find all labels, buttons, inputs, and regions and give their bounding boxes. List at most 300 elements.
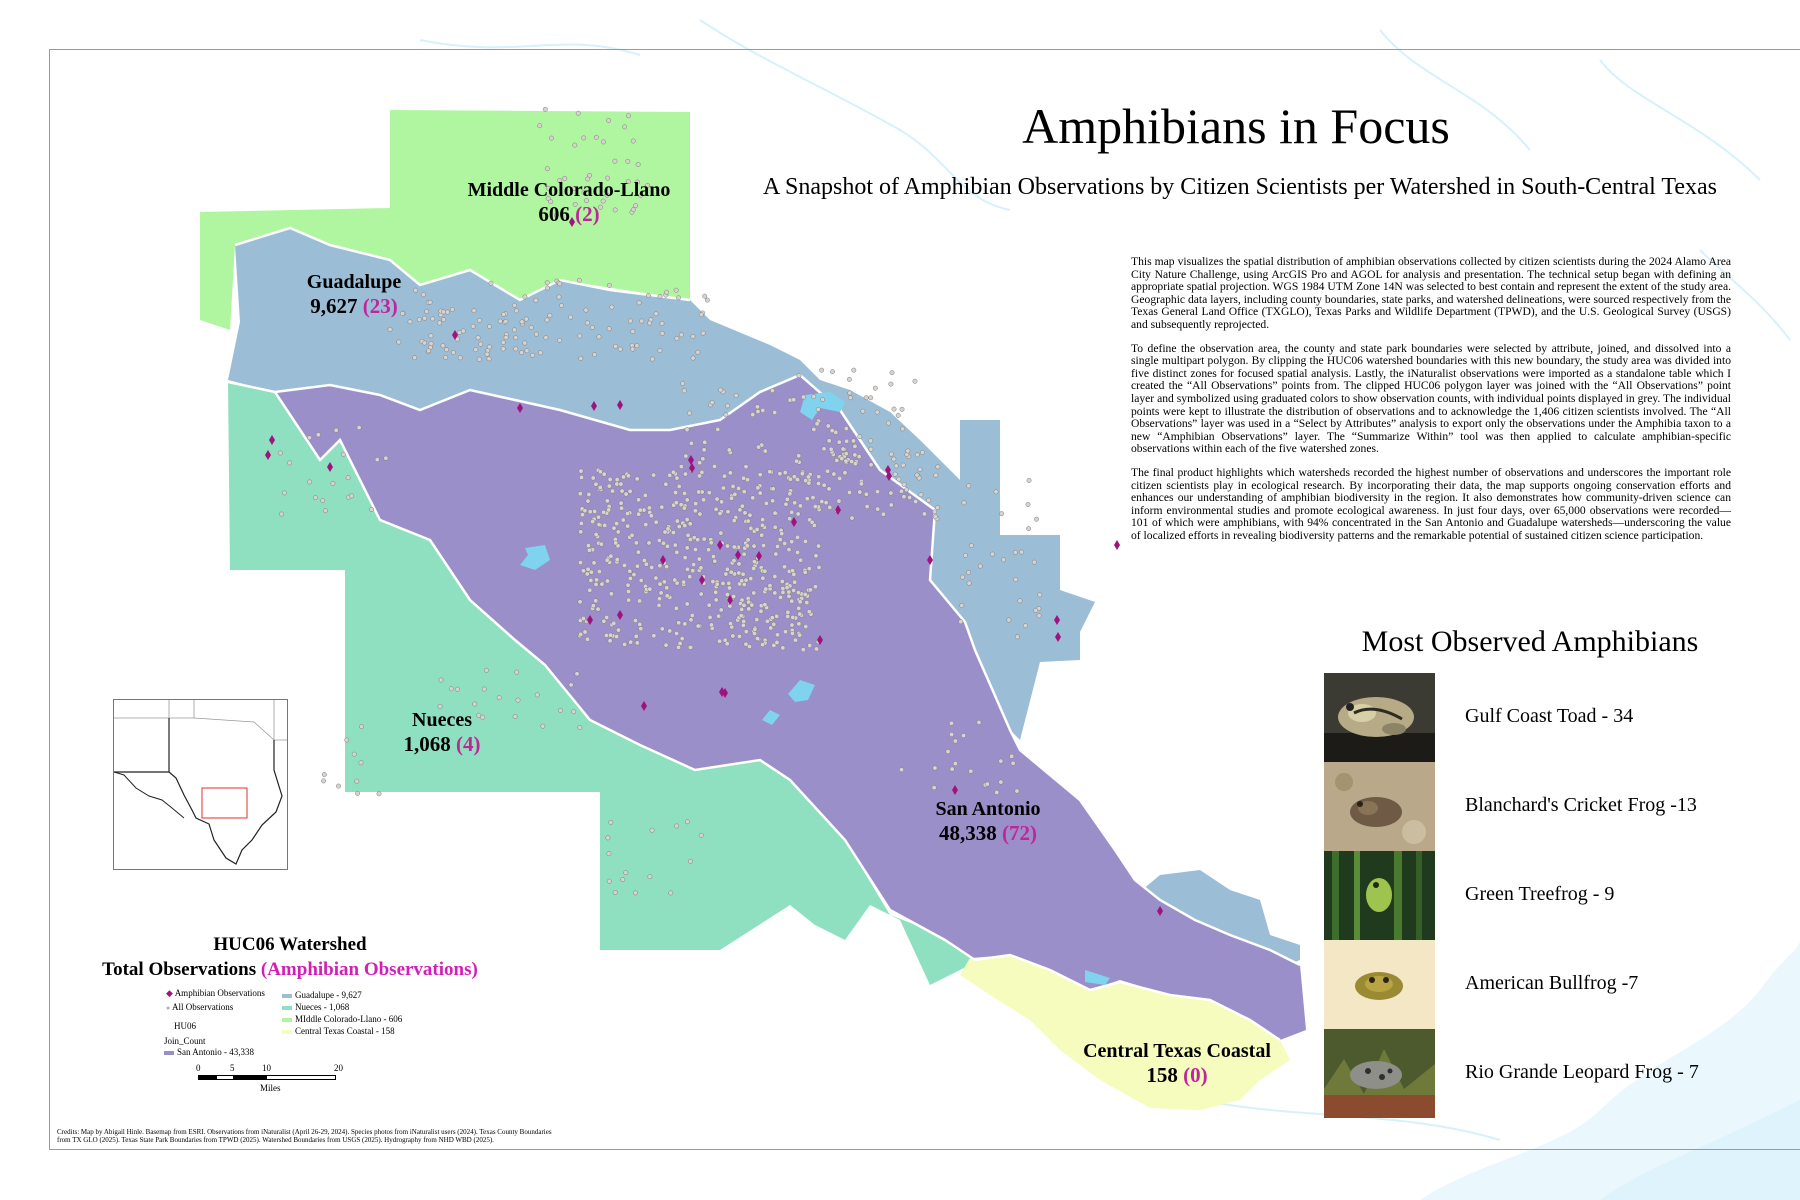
observation-point (538, 123, 542, 127)
observation-point (523, 295, 527, 299)
observation-point (657, 538, 661, 542)
green-treefrog-photo (1324, 851, 1435, 940)
observation-point (772, 410, 776, 414)
observation-point (525, 348, 529, 352)
observation-point (797, 606, 801, 610)
observation-point (755, 405, 759, 409)
observation-point (788, 492, 792, 496)
observation-point (826, 424, 830, 428)
observation-point (840, 456, 844, 460)
observation-point (902, 482, 906, 486)
observation-point (897, 477, 901, 481)
observation-point (896, 413, 900, 417)
observation-point (936, 465, 940, 469)
observation-point (795, 535, 799, 539)
observation-point (830, 428, 834, 432)
observation-point (711, 554, 715, 558)
legend-title (80, 932, 500, 982)
observation-point (654, 520, 658, 524)
observation-point (578, 560, 582, 564)
observation-point (1037, 593, 1041, 597)
observation-point (741, 623, 745, 627)
observation-point (676, 645, 680, 649)
observation-point (674, 824, 678, 828)
observation-point (321, 498, 325, 502)
observation-point (592, 509, 596, 513)
middle-colorado-total: 606 (538, 202, 570, 226)
observation-point (626, 598, 630, 602)
observation-point (606, 118, 610, 122)
observation-point (622, 642, 626, 646)
observation-point (792, 580, 796, 584)
observation-point (424, 309, 428, 313)
observation-point (741, 476, 745, 480)
observation-point (679, 333, 683, 337)
observation-point (1015, 635, 1019, 639)
observation-point (439, 678, 443, 682)
observation-point (699, 592, 703, 596)
observation-point (608, 633, 612, 637)
observation-point (959, 619, 963, 623)
observation-point (594, 135, 598, 139)
observation-point (668, 473, 672, 477)
observation-point (788, 477, 792, 481)
observation-point (504, 335, 508, 339)
map-credits: Credits: Map by Abigail Hinle. Basemap from ESRI. Observations from iNaturalist (April 26-29, 2024). Species photos from iNaturalist users (2024). Texas County Boundaries from TX GLO (2025). Texas State Park Boundaries from TPWD (2025). Watershed Boundaries from USGS (2025). Hydrography from NHD WBD (2025). (57, 1128, 552, 1144)
observation-point (577, 278, 581, 282)
observation-point (429, 341, 433, 345)
observation-point (728, 621, 732, 625)
observation-point (745, 544, 749, 548)
observation-point (743, 511, 747, 515)
observation-point (1009, 754, 1013, 758)
observation-point (626, 589, 630, 593)
observation-point (514, 335, 518, 339)
observation-point (994, 490, 998, 494)
observation-point (599, 542, 603, 546)
observation-point (816, 481, 820, 485)
observation-point (739, 613, 743, 617)
observation-point (687, 411, 691, 415)
observation-point (685, 567, 689, 571)
map-description (1131, 256, 1731, 553)
observation-point (731, 594, 735, 598)
observation-point (282, 491, 286, 495)
observation-point (422, 341, 426, 345)
species-item-green-treefrog (1324, 851, 1744, 940)
observation-point (594, 482, 598, 486)
observation-point (765, 619, 769, 623)
observation-point (816, 407, 820, 411)
observation-point (601, 510, 605, 514)
observation-point (674, 606, 678, 610)
observation-point (783, 470, 787, 474)
species-item-rio-grande-leopard-frog (1324, 1029, 1744, 1118)
scale-bar (196, 1063, 346, 1093)
guadalupe-swatch (282, 994, 292, 998)
observation-point (906, 449, 910, 453)
observation-point (746, 519, 750, 523)
observation-point (803, 592, 807, 596)
observation-point (660, 331, 664, 335)
observation-point (706, 548, 710, 552)
observation-point (498, 319, 502, 323)
observation-point (763, 449, 767, 453)
observation-point (830, 369, 834, 373)
observation-point (417, 317, 421, 321)
observation-point (857, 454, 861, 458)
observation-point (596, 515, 600, 519)
observation-point (702, 537, 706, 541)
observation-point (800, 472, 804, 476)
rio-grande-leopard-frog-photo (1324, 1029, 1435, 1118)
observation-point (709, 541, 713, 545)
observation-point (886, 421, 890, 425)
observation-point (752, 591, 756, 595)
observation-point (607, 283, 611, 287)
observation-point (813, 504, 817, 508)
observation-point (751, 496, 755, 500)
observation-point (596, 607, 600, 611)
legend-item-nueces: Nueces - 1,068 (282, 1002, 349, 1013)
observation-point (748, 513, 752, 517)
observation-point (630, 533, 634, 537)
observation-point (892, 457, 896, 461)
observation-point (807, 566, 811, 570)
observation-point (579, 632, 583, 636)
observation-point (758, 491, 762, 495)
observation-point (746, 538, 750, 542)
observation-point (725, 404, 729, 408)
observation-point (819, 368, 823, 372)
observation-point (775, 544, 779, 548)
observation-point (604, 633, 608, 637)
observation-point (756, 486, 760, 490)
observation-point (773, 574, 777, 578)
observation-point (727, 586, 731, 590)
observation-point (790, 539, 794, 543)
observation-point (801, 395, 805, 399)
observation-point (696, 624, 700, 628)
observation-point (786, 614, 790, 618)
observation-point (658, 294, 662, 298)
observation-point (864, 492, 868, 496)
observation-point (455, 687, 459, 691)
observation-point (761, 576, 765, 580)
observation-point (1032, 560, 1036, 564)
observation-point (607, 484, 611, 488)
observation-point (685, 517, 689, 521)
observation-point (718, 388, 722, 392)
observation-point (752, 559, 756, 563)
observation-point (714, 507, 718, 511)
observation-point (685, 498, 689, 502)
observation-point (869, 463, 873, 467)
observation-point (544, 335, 548, 339)
observation-point (804, 624, 808, 628)
observation-point (514, 309, 518, 313)
observation-point (902, 495, 906, 499)
observation-point (731, 634, 735, 638)
observation-point (771, 487, 775, 491)
legend-item-all-observations: ● All Observations (166, 1002, 234, 1012)
observation-point (597, 569, 601, 573)
observation-point (682, 506, 686, 510)
scale-tick-5: 5 (230, 1063, 235, 1073)
observation-point (969, 769, 973, 773)
observation-point (618, 347, 622, 351)
observation-point (949, 732, 953, 736)
observation-point (585, 572, 589, 576)
observation-point (476, 335, 480, 339)
observation-point (607, 879, 611, 883)
observation-point (681, 580, 685, 584)
observation-point (889, 452, 893, 456)
observation-point (658, 563, 662, 567)
observation-point (790, 631, 794, 635)
observation-point (534, 332, 538, 336)
observation-point (579, 521, 583, 525)
observation-point (690, 613, 694, 617)
nueces-swatch (282, 1006, 292, 1010)
observation-point (999, 511, 1003, 515)
observation-point (933, 766, 937, 770)
observation-point (594, 532, 598, 536)
nueces-amphibians: (4) (456, 732, 481, 756)
observation-point (711, 579, 715, 583)
species-item-american-bullfrog (1324, 940, 1744, 1029)
label-guadalupe (307, 270, 401, 318)
observation-point (437, 321, 441, 325)
observation-point (716, 427, 720, 431)
observation-point (961, 733, 965, 737)
observation-point (691, 562, 695, 566)
observation-point (881, 512, 885, 516)
observation-point (853, 444, 857, 448)
observation-point (651, 473, 655, 477)
observation-point (413, 288, 417, 292)
observation-point (708, 615, 712, 619)
observation-point (423, 316, 427, 320)
observation-point (637, 301, 641, 305)
observation-point (768, 583, 772, 587)
observation-point (752, 631, 756, 635)
observation-point (657, 596, 661, 600)
observation-point (487, 345, 491, 349)
observation-point (793, 638, 797, 642)
observation-point (602, 619, 606, 623)
observation-point (696, 350, 700, 354)
observation-point (504, 319, 508, 323)
observation-point (307, 480, 311, 484)
observation-point (790, 510, 794, 514)
observation-point (619, 482, 623, 486)
observation-point (377, 792, 381, 796)
observation-point (497, 695, 501, 699)
observation-point (369, 507, 373, 511)
observation-point (621, 877, 625, 881)
observation-point (729, 570, 733, 574)
observation-point (797, 454, 801, 458)
observation-point (701, 331, 705, 335)
observation-point (471, 324, 475, 328)
gulf-coast-toad-label: Gulf Coast Toad - 34 (1465, 705, 1634, 727)
observation-point (594, 582, 598, 586)
observation-point (773, 591, 777, 595)
observation-point (640, 319, 644, 323)
observation-point (685, 602, 689, 606)
observation-point (761, 543, 765, 547)
observation-point (660, 505, 664, 509)
observation-point (969, 543, 973, 547)
observation-point (680, 636, 684, 640)
observation-point (814, 554, 818, 558)
observation-point (737, 571, 741, 575)
observation-point (442, 317, 446, 321)
observation-point (613, 159, 617, 163)
observation-point (734, 393, 738, 397)
observation-point (581, 136, 585, 140)
san-antonio-total: 48,338 (939, 821, 997, 845)
observation-point (841, 447, 845, 451)
observation-point (864, 395, 868, 399)
middle-colorado-amphibians: (2) (575, 202, 600, 226)
observation-point (697, 557, 701, 561)
observation-point (592, 352, 596, 356)
observation-point (545, 166, 549, 170)
observation-point (605, 579, 609, 583)
observation-point (791, 588, 795, 592)
observation-point (658, 348, 662, 352)
observation-point (323, 509, 327, 513)
observation-point (752, 544, 756, 548)
observation-point (620, 489, 624, 493)
observation-point (689, 441, 693, 445)
observation-point (603, 523, 607, 527)
observation-point (624, 492, 628, 496)
observation-point (397, 340, 401, 344)
observation-point (461, 329, 465, 333)
observation-point (616, 530, 620, 534)
observation-point (795, 477, 799, 481)
observation-point (999, 780, 1003, 784)
observation-point (803, 570, 807, 574)
species-item-blanchards-cricket-frog (1324, 762, 1744, 851)
observation-point (336, 784, 340, 788)
observation-point (630, 347, 634, 351)
observation-point (797, 633, 801, 637)
observation-point (591, 476, 595, 480)
observation-point (990, 552, 994, 556)
observation-point (729, 496, 733, 500)
observation-point (621, 518, 625, 522)
observation-point (847, 490, 851, 494)
observation-point (313, 495, 317, 499)
observation-point (647, 541, 651, 545)
observation-point (963, 553, 967, 557)
observation-point (759, 609, 763, 613)
american-bullfrog-label: American Bullfrog -7 (1465, 972, 1639, 994)
observation-point (705, 298, 709, 302)
observation-point (801, 647, 805, 651)
observation-point (601, 140, 605, 144)
observation-point (441, 310, 445, 314)
observation-point (718, 511, 722, 515)
observation-point (744, 464, 748, 468)
observation-point (873, 386, 877, 390)
observation-point (812, 427, 816, 431)
observation-point (616, 628, 620, 632)
observation-point (702, 448, 706, 452)
observation-point (516, 698, 520, 702)
observation-point (949, 721, 953, 725)
observation-point (660, 627, 664, 631)
san-antonio-swatch (164, 1051, 174, 1055)
map-title: Amphibians in Focus (1022, 98, 1450, 154)
observation-point (691, 568, 695, 572)
observation-point (726, 509, 730, 513)
legend-item-middle-colorado: MIddle Colorado-Llano - 606 (282, 1014, 402, 1025)
observation-point (764, 501, 768, 505)
observation-point (918, 467, 922, 471)
observation-point (933, 515, 937, 519)
san-antonio-amphibians: (72) (1002, 821, 1037, 845)
observation-point (859, 482, 863, 486)
observation-point (808, 588, 812, 592)
observation-point (352, 752, 356, 756)
observation-point (791, 615, 795, 619)
observation-point (575, 672, 579, 676)
observation-point (688, 575, 692, 579)
observation-point (589, 578, 593, 582)
observation-point (664, 482, 668, 486)
observation-point (932, 785, 936, 789)
observation-point (890, 370, 894, 374)
observation-point (597, 522, 601, 526)
observation-point (827, 487, 831, 491)
observation-point (421, 293, 425, 297)
observation-point (822, 447, 826, 451)
observation-point (674, 631, 678, 635)
observation-point (755, 527, 759, 531)
observation-point (644, 522, 648, 526)
observation-point (489, 281, 493, 285)
observation-point (334, 428, 338, 432)
observation-point (693, 501, 697, 505)
observation-point (827, 439, 831, 443)
description-paragraph-1: This map visualizes the spatial distribution of amphibian observations collected by citizen scientists during the 2024 Alamo Area City Nature Challenge, using ArcGIS Pro and AGOL for analysis and presentation. The technical setup began with defining an appropriate spatial projection. WGS 1984 UTM Zone 14N was selected to best contain and represent the extent of the study area. Geographic data layers, including county boundaries, state parks, and watershed delineations, were sourced respectively from the Texas General Land Office (TXGLO), Texas Parks and Wildlife Department (TPWD), and the U.S. Geological Survey (USGS) and subsequently reprojected. (1131, 255, 1731, 331)
observation-point (682, 389, 686, 393)
observation-point (920, 450, 924, 454)
observation-point (359, 724, 363, 728)
observation-point (707, 490, 711, 494)
observation-point (674, 288, 678, 292)
observation-point (710, 400, 714, 404)
observation-point (719, 531, 723, 535)
observation-point (648, 874, 652, 878)
observation-point (612, 621, 616, 625)
observation-point (1026, 526, 1030, 530)
label-san-antonio (935, 797, 1040, 845)
observation-point (430, 317, 434, 321)
observation-point (691, 334, 695, 338)
observation-point (1007, 618, 1011, 622)
observation-point (625, 524, 629, 528)
observation-point (787, 590, 791, 594)
observation-point (614, 634, 618, 638)
middle-colorado-swatch (282, 1018, 292, 1022)
green-treefrog-label: Green Treefrog - 9 (1465, 883, 1615, 905)
